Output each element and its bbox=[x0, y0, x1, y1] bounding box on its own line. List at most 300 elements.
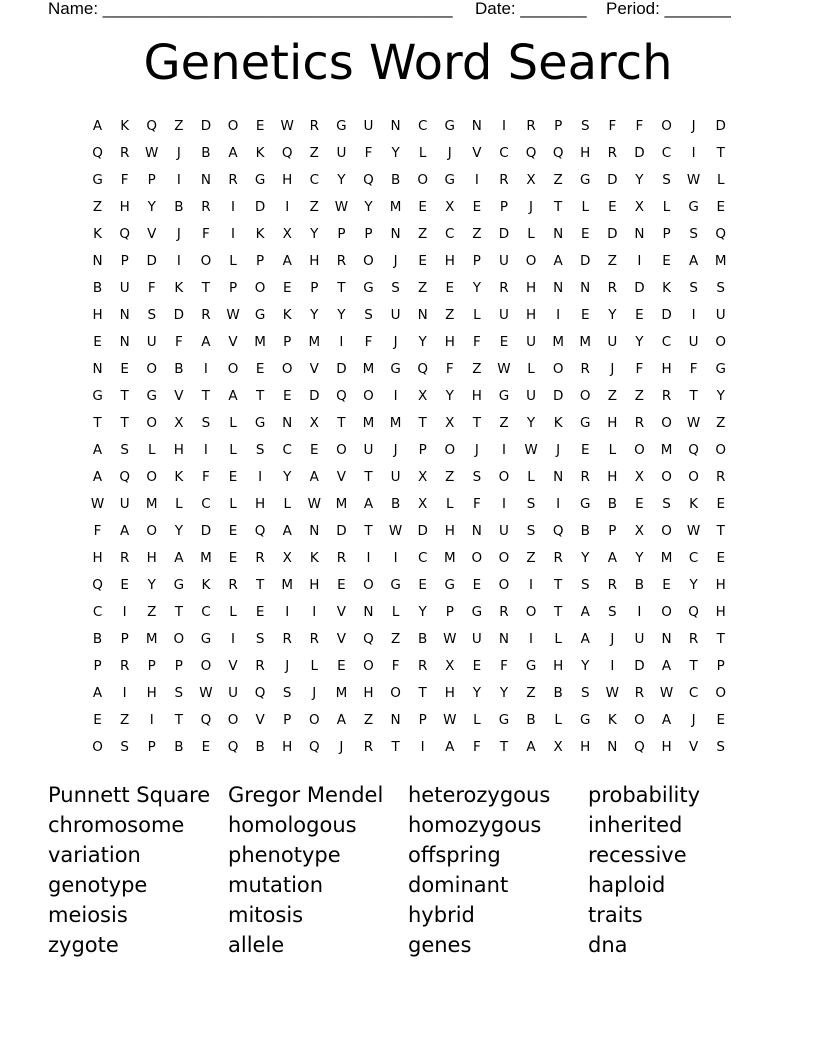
grid-letter: H bbox=[525, 280, 537, 296]
grid-letter: Y bbox=[337, 307, 346, 323]
word-item: dna bbox=[588, 933, 628, 957]
grid-row bbox=[84, 138, 735, 165]
grid-letter: M bbox=[335, 685, 348, 701]
grid-letter: N bbox=[363, 604, 374, 620]
grid-letter: Z bbox=[526, 685, 536, 701]
grid-letter: J bbox=[393, 442, 398, 458]
grid-letter: O bbox=[227, 712, 239, 728]
grid-letter: S bbox=[147, 307, 157, 323]
grid-letter: K bbox=[607, 712, 617, 728]
grid-letter: G bbox=[146, 388, 157, 404]
grid-letter: T bbox=[716, 145, 725, 161]
grid-letter: M bbox=[389, 415, 402, 431]
grid-letter: K bbox=[255, 226, 265, 242]
grid-letter: C bbox=[309, 172, 320, 188]
grid-letter: I bbox=[122, 685, 127, 701]
grid-letter: K bbox=[201, 577, 211, 593]
grid-letter: G bbox=[580, 415, 591, 431]
grid-letter: O bbox=[715, 334, 727, 350]
word-item: variation bbox=[48, 843, 141, 867]
grid-letter: O bbox=[661, 523, 672, 539]
grid-letter: D bbox=[336, 361, 347, 377]
grid-letter: P bbox=[716, 658, 725, 674]
grid-letter: I bbox=[176, 253, 181, 269]
grid-letter: D bbox=[173, 307, 185, 323]
grid-letter: G bbox=[254, 172, 266, 188]
grid-letter: O bbox=[363, 253, 374, 269]
grid-row bbox=[84, 489, 735, 516]
grid-letter: P bbox=[472, 253, 481, 269]
word-item: recessive bbox=[588, 843, 687, 867]
grid-letter: W bbox=[686, 523, 701, 539]
grid-letter: H bbox=[444, 253, 455, 269]
grid-letter: D bbox=[580, 253, 591, 269]
grid-letter: M bbox=[362, 415, 375, 431]
grid-letter: A bbox=[553, 253, 563, 269]
grid-letter: P bbox=[499, 199, 509, 215]
grid-letter: R bbox=[255, 658, 265, 674]
word-item: zygote bbox=[48, 933, 119, 957]
grid-letter: Z bbox=[634, 388, 645, 404]
grid-letter: L bbox=[527, 469, 535, 485]
grid-letter: V bbox=[228, 658, 238, 674]
grid-letter: G bbox=[580, 712, 591, 728]
grid-letter: S bbox=[472, 469, 482, 485]
grid-letter: Q bbox=[363, 631, 374, 647]
grid-letter: E bbox=[635, 496, 644, 512]
grid-letter: O bbox=[146, 469, 158, 485]
grid-letter: O bbox=[634, 442, 645, 458]
letter-grid bbox=[84, 111, 735, 759]
grid-letter: G bbox=[390, 361, 401, 377]
grid-letter: H bbox=[661, 361, 672, 377]
grid-letter: Q bbox=[363, 172, 374, 188]
grid-letter: G bbox=[444, 577, 455, 593]
grid-letter: S bbox=[608, 604, 617, 620]
grid-letter: W bbox=[686, 415, 701, 431]
grid-letter: S bbox=[580, 118, 590, 134]
grid-letter: Q bbox=[525, 145, 537, 161]
grid-letter: F bbox=[391, 658, 400, 674]
grid-letter: R bbox=[309, 118, 319, 134]
grid-letter: C bbox=[201, 604, 211, 620]
grid-letter: Q bbox=[552, 523, 564, 539]
grid-letter: J bbox=[393, 334, 398, 350]
grid-letter: I bbox=[366, 550, 371, 566]
grid-letter: O bbox=[715, 685, 727, 701]
grid-letter: E bbox=[662, 253, 671, 269]
grid-letter: I bbox=[285, 199, 290, 215]
grid-letter: O bbox=[227, 118, 239, 134]
grid-letter: H bbox=[146, 685, 157, 701]
grid-letter: U bbox=[336, 145, 347, 161]
grid-letter: M bbox=[281, 577, 294, 593]
grid-letter: X bbox=[526, 172, 536, 188]
grid-letter: Y bbox=[174, 523, 183, 539]
grid-row bbox=[84, 354, 735, 381]
grid-letter: G bbox=[363, 280, 374, 296]
grid-letter: X bbox=[634, 199, 645, 215]
grid-letter: I bbox=[339, 334, 344, 350]
grid-letter: I bbox=[501, 118, 506, 134]
grid-letter: X bbox=[174, 415, 184, 431]
grid-letter: J bbox=[393, 253, 398, 269]
grid-letter: U bbox=[119, 496, 130, 512]
grid-letter: T bbox=[554, 577, 563, 593]
grid-letter: W bbox=[199, 685, 213, 701]
grid-letter: S bbox=[120, 739, 129, 755]
grid-row bbox=[84, 678, 735, 705]
word-item: chromosome bbox=[48, 813, 185, 837]
grid-letter: O bbox=[525, 604, 537, 620]
grid-letter: M bbox=[200, 550, 212, 566]
grid-letter: P bbox=[608, 523, 617, 539]
grid-letter: Q bbox=[688, 442, 699, 458]
grid-letter: D bbox=[200, 523, 212, 539]
grid-letter: O bbox=[688, 469, 699, 485]
grid-letter: Q bbox=[146, 118, 158, 134]
grid-letter: A bbox=[92, 442, 103, 458]
grid-letter: Z bbox=[445, 469, 455, 485]
grid-letter: W bbox=[145, 145, 159, 161]
grid-letter: M bbox=[714, 253, 727, 269]
grid-letter: Y bbox=[581, 658, 590, 674]
grid-letter: L bbox=[446, 496, 454, 512]
grid-letter: Y bbox=[608, 307, 617, 323]
word-item: offspring bbox=[408, 843, 501, 867]
grid-letter: P bbox=[228, 280, 238, 296]
grid-letter: G bbox=[92, 172, 103, 188]
grid-letter: V bbox=[309, 361, 319, 377]
grid-letter: L bbox=[554, 631, 562, 647]
grid-letter: W bbox=[686, 172, 701, 188]
grid-row bbox=[84, 732, 735, 759]
grid-letter: S bbox=[174, 685, 184, 701]
grid-letter: S bbox=[716, 280, 725, 296]
grid-letter: Z bbox=[418, 280, 428, 296]
grid-row bbox=[84, 111, 735, 138]
grid-letter: E bbox=[201, 739, 211, 755]
grid-letter: C bbox=[417, 550, 428, 566]
grid-letter: R bbox=[661, 388, 672, 404]
grid-letter: T bbox=[554, 604, 563, 620]
grid-letter: P bbox=[120, 253, 129, 269]
grid-letter: E bbox=[93, 712, 102, 728]
grid-letter: M bbox=[660, 550, 673, 566]
grid-letter: V bbox=[147, 226, 157, 242]
grid-letter: A bbox=[228, 145, 238, 161]
grid-letter: A bbox=[336, 712, 347, 728]
word-column-4 bbox=[588, 780, 768, 960]
grid-letter: X bbox=[418, 496, 428, 512]
grid-letter: G bbox=[471, 604, 483, 620]
grid-letter: Y bbox=[364, 199, 373, 215]
grid-letter: R bbox=[607, 577, 618, 593]
grid-row bbox=[84, 624, 735, 651]
word-item: Gregor Mendel bbox=[228, 783, 384, 807]
grid-letter: O bbox=[525, 253, 537, 269]
grid-letter: U bbox=[363, 442, 374, 458]
grid-letter: T bbox=[364, 469, 373, 485]
grid-letter: S bbox=[255, 442, 265, 458]
grid-letter: U bbox=[390, 307, 401, 323]
grid-letter: E bbox=[228, 469, 238, 485]
grid-letter: Y bbox=[526, 415, 536, 431]
grid-letter: X bbox=[282, 226, 292, 242]
grid-letter: A bbox=[445, 739, 455, 755]
grid-letter: W bbox=[605, 685, 619, 701]
grid-letter: E bbox=[337, 658, 346, 674]
grid-letter: S bbox=[716, 739, 725, 755]
grid-letter: X bbox=[634, 523, 645, 539]
grid-letter: H bbox=[92, 550, 103, 566]
grid-letter: Z bbox=[716, 415, 726, 431]
word-item: genotype bbox=[48, 873, 148, 897]
word-item: mutation bbox=[228, 873, 324, 897]
grid-letter: W bbox=[497, 361, 511, 377]
grid-letter: O bbox=[308, 712, 320, 728]
grid-letter: B bbox=[607, 496, 617, 512]
grid-letter: E bbox=[472, 658, 482, 674]
grid-letter: A bbox=[688, 253, 699, 269]
grid-letter: U bbox=[390, 469, 401, 485]
word-item: homologous bbox=[228, 813, 357, 837]
grid-letter: R bbox=[580, 469, 590, 485]
grid-letter: E bbox=[310, 442, 319, 458]
grid-letter: L bbox=[229, 442, 237, 458]
grid-letter: H bbox=[607, 415, 618, 431]
grid-letter: R bbox=[119, 145, 130, 161]
grid-letter: H bbox=[92, 307, 103, 323]
grid-letter: Y bbox=[445, 388, 454, 404]
grid-letter: R bbox=[580, 361, 590, 377]
grid-letter: W bbox=[90, 496, 105, 512]
grid-letter: V bbox=[336, 469, 347, 485]
grid-letter: L bbox=[147, 442, 156, 458]
grid-letter: B bbox=[201, 145, 211, 161]
grid-letter: H bbox=[444, 685, 455, 701]
grid-letter: H bbox=[282, 739, 293, 755]
grid-letter: P bbox=[283, 712, 292, 728]
grid-letter: W bbox=[524, 442, 538, 458]
grid-letter: K bbox=[93, 226, 102, 242]
grid-letter: P bbox=[147, 172, 156, 188]
grid-letter: T bbox=[391, 739, 400, 755]
grid-letter: Y bbox=[391, 145, 400, 161]
grid-letter: W bbox=[443, 631, 457, 647]
grid-letter: I bbox=[556, 307, 561, 323]
grid-letter: G bbox=[498, 388, 510, 404]
grid-letter: T bbox=[120, 415, 129, 431]
grid-letter: K bbox=[282, 307, 292, 323]
grid-row bbox=[84, 246, 735, 273]
grid-letter: D bbox=[634, 658, 645, 674]
grid-letter: E bbox=[418, 199, 427, 215]
grid-letter: O bbox=[498, 550, 510, 566]
grid-letter: D bbox=[146, 253, 157, 269]
grid-letter: M bbox=[308, 334, 321, 350]
grid-letter: Z bbox=[92, 199, 103, 215]
grid-letter: A bbox=[607, 550, 617, 566]
grid-letter: Y bbox=[337, 172, 346, 188]
grid-letter: G bbox=[254, 415, 266, 431]
grid-letter: N bbox=[92, 253, 103, 269]
grid-letter: W bbox=[307, 496, 321, 512]
grid-letter: O bbox=[471, 550, 483, 566]
grid-letter: I bbox=[393, 388, 398, 404]
grid-letter: B bbox=[634, 577, 645, 593]
grid-letter: Q bbox=[308, 739, 320, 755]
grid-letter: J bbox=[176, 145, 181, 161]
grid-letter: C bbox=[661, 145, 672, 161]
grid-letter: E bbox=[255, 604, 265, 620]
grid-letter: D bbox=[634, 280, 645, 296]
grid-letter: T bbox=[93, 415, 102, 431]
word-item: heterozygous bbox=[408, 783, 551, 807]
grid-letter: E bbox=[608, 199, 617, 215]
grid-letter: L bbox=[229, 496, 237, 512]
grid-letter: Z bbox=[553, 172, 563, 188]
grid-letter: O bbox=[661, 469, 672, 485]
grid-letter: R bbox=[688, 631, 699, 647]
grid-letter: E bbox=[228, 550, 238, 566]
grid-letter: O bbox=[363, 388, 374, 404]
grid-letter: Q bbox=[715, 226, 727, 242]
grid-letter: R bbox=[716, 469, 726, 485]
grid-letter: U bbox=[607, 334, 618, 350]
grid-letter: B bbox=[174, 361, 184, 377]
grid-letter: S bbox=[526, 523, 536, 539]
grid-letter: F bbox=[445, 361, 454, 377]
grid-letter: G bbox=[444, 172, 455, 188]
grid-letter: I bbox=[176, 172, 181, 188]
grid-letter: S bbox=[120, 442, 129, 458]
period-field-label: Period: _______ bbox=[606, 0, 731, 18]
grid-letter: Q bbox=[336, 388, 347, 404]
grid-letter: Z bbox=[472, 226, 482, 242]
grid-letter: T bbox=[418, 685, 427, 701]
grid-letter: O bbox=[173, 631, 185, 647]
grid-letter: N bbox=[309, 523, 320, 539]
grid-letter: F bbox=[93, 523, 102, 539]
grid-letter: R bbox=[553, 550, 563, 566]
grid-letter: F bbox=[202, 226, 210, 242]
grid-letter: T bbox=[337, 415, 346, 431]
grid-letter: N bbox=[580, 280, 591, 296]
grid-letter: N bbox=[119, 307, 130, 323]
grid-letter: E bbox=[580, 307, 590, 323]
grid-letter: Q bbox=[119, 469, 130, 485]
grid-letter: L bbox=[229, 415, 237, 431]
grid-letter: Z bbox=[472, 361, 482, 377]
grid-letter: P bbox=[418, 712, 427, 728]
date-field-label: Date: _______ bbox=[475, 0, 587, 18]
grid-letter: S bbox=[364, 307, 373, 323]
grid-letter: J bbox=[312, 685, 317, 701]
grid-letter: H bbox=[661, 739, 672, 755]
grid-letter: M bbox=[579, 334, 592, 350]
grid-letter: K bbox=[553, 415, 563, 431]
grid-letter: T bbox=[364, 523, 373, 539]
grid-letter: S bbox=[526, 496, 536, 512]
grid-letter: T bbox=[174, 712, 183, 728]
grid-letter: T bbox=[120, 388, 129, 404]
grid-letter: W bbox=[659, 685, 674, 701]
grid-letter: R bbox=[201, 199, 211, 215]
grid-letter: N bbox=[498, 631, 509, 647]
grid-letter: T bbox=[337, 280, 346, 296]
word-item: Punnett Square bbox=[48, 783, 211, 807]
grid-letter: R bbox=[228, 172, 238, 188]
grid-letter: O bbox=[390, 685, 401, 701]
grid-letter: M bbox=[335, 496, 348, 512]
grid-letter: S bbox=[662, 172, 671, 188]
grid-letter: I bbox=[258, 469, 263, 485]
grid-letter: N bbox=[607, 739, 618, 755]
grid-letter: H bbox=[146, 550, 157, 566]
grid-letter: B bbox=[92, 631, 103, 647]
grid-letter: U bbox=[634, 631, 645, 647]
grid-letter: O bbox=[661, 415, 672, 431]
grid-letter: L bbox=[229, 604, 237, 620]
grid-letter: A bbox=[92, 118, 103, 134]
grid-letter: U bbox=[499, 523, 509, 539]
grid-letter: D bbox=[634, 145, 645, 161]
grid-letter: Q bbox=[552, 145, 564, 161]
grid-letter: F bbox=[472, 496, 481, 512]
grid-letter: A bbox=[92, 469, 103, 485]
grid-letter: L bbox=[310, 658, 319, 674]
grid-letter: Z bbox=[499, 415, 509, 431]
grid-letter: Q bbox=[417, 361, 428, 377]
grid-letter: G bbox=[580, 496, 591, 512]
grid-letter: N bbox=[92, 361, 103, 377]
grid-letter: I bbox=[529, 631, 534, 647]
grid-letter: K bbox=[689, 496, 699, 512]
grid-letter: E bbox=[282, 280, 292, 296]
grid-letter: W bbox=[280, 118, 294, 134]
grid-letter: X bbox=[634, 469, 645, 485]
grid-letter: Y bbox=[147, 577, 156, 593]
grid-letter: F bbox=[472, 739, 481, 755]
grid-letter: E bbox=[472, 577, 482, 593]
grid-letter: A bbox=[309, 469, 319, 485]
grid-letter: H bbox=[282, 172, 293, 188]
grid-letter: C bbox=[92, 604, 103, 620]
grid-letter: H bbox=[309, 577, 320, 593]
word-item: hybrid bbox=[408, 903, 475, 927]
page-title: Genetics Word Search bbox=[143, 35, 673, 91]
grid-letter: M bbox=[660, 442, 673, 458]
grid-letter: H bbox=[444, 523, 455, 539]
grid-letter: U bbox=[499, 253, 509, 269]
grid-letter: O bbox=[92, 739, 103, 755]
grid-letter: H bbox=[471, 388, 482, 404]
grid-letter: L bbox=[473, 712, 481, 728]
grid-letter: R bbox=[119, 550, 130, 566]
grid-letter: A bbox=[363, 496, 374, 512]
word-column-3 bbox=[408, 780, 588, 960]
grid-letter: I bbox=[610, 658, 615, 674]
grid-letter: L bbox=[391, 604, 400, 620]
grid-letter: U bbox=[526, 388, 536, 404]
grid-letter: M bbox=[362, 361, 375, 377]
grid-letter: F bbox=[472, 334, 481, 350]
grid-letter: G bbox=[580, 172, 591, 188]
grid-letter: I bbox=[149, 712, 154, 728]
grid-row bbox=[84, 435, 735, 462]
grid-letter: G bbox=[525, 658, 537, 674]
